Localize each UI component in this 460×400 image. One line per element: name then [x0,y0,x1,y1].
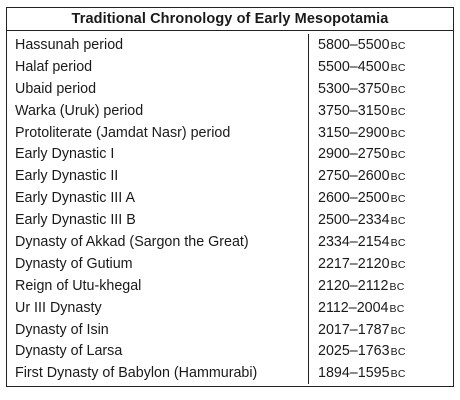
date-range [309,100,406,122]
era-suffix: BC [390,83,406,96]
period-name: Early Dynastic III B [7,209,309,231]
date-value: 2025–1763 [318,343,390,360]
period-name: Early Dynastic I [7,143,309,165]
era-suffix: BC [389,280,405,293]
date-range [309,340,406,362]
date-range [309,297,405,319]
table-row [7,319,453,341]
period-name: Dynasty of Larsa [7,340,309,362]
era-suffix: BC [389,302,405,315]
period-name: Reign of Utu-khegal [7,275,309,297]
period-name: Halaf period [7,56,309,78]
date-value: 2500–2334 [318,212,390,229]
table-row [7,143,453,165]
era-suffix: BC [390,215,406,228]
table-row [7,209,453,231]
table-row [7,297,453,319]
date-value: 2217–2120 [318,255,390,272]
period-name: Dynasty of Akkad (Sargon the Great) [7,231,309,253]
date-value: 3750–3150 [318,102,390,119]
table-row [7,231,453,253]
date-value: 2334–2154 [318,233,390,250]
date-value: 2750–2600 [318,168,390,185]
period-name: Ur III Dynasty [7,297,309,319]
era-suffix: BC [390,105,406,118]
table-row [7,253,453,275]
date-value: 1894–1595 [318,365,390,382]
period-name: Protoliterate (Jamdat Nasr) period [7,122,309,144]
table-body [7,31,453,386]
table-row [7,34,453,56]
era-suffix: BC [390,61,406,74]
date-range [309,56,406,78]
era-suffix: BC [390,149,406,162]
date-range [309,34,406,56]
date-value: 3150–2900 [318,124,390,141]
date-range [309,319,406,341]
era-suffix: BC [390,324,406,337]
date-range [309,209,406,231]
date-value: 5800–5500 [318,36,390,53]
table-row [7,165,453,187]
table-row [7,100,453,122]
date-range [309,362,406,384]
date-range [309,78,406,100]
date-range [309,231,406,253]
date-value: 2900–2750 [318,146,390,163]
table-row [7,122,453,144]
period-name: Warka (Uruk) period [7,100,309,122]
table-row [7,362,453,384]
date-range [309,122,406,144]
table-row [7,78,453,100]
period-name: Hassunah period [7,34,309,56]
date-value: 2600–2500 [318,190,390,207]
date-range [309,165,406,187]
date-range [309,187,406,209]
chronology-table [6,7,454,387]
table-row [7,56,453,78]
date-range [309,143,406,165]
era-suffix: BC [390,236,406,249]
period-name: Early Dynastic III A [7,187,309,209]
era-suffix: BC [390,346,406,359]
table-row [7,187,453,209]
period-name: Dynasty of Gutium [7,253,309,275]
date-value: 2112–2004 [318,299,389,316]
era-suffix: BC [390,258,406,271]
date-range [309,253,406,275]
date-value: 2120–2112 [318,277,389,294]
table-row [7,275,453,297]
table-row [7,340,453,362]
period-name: Dynasty of Isin [7,319,309,341]
date-value: 5300–3750 [318,80,390,97]
era-suffix: BC [390,193,406,206]
date-range [309,275,405,297]
period-name: Early Dynastic II [7,165,309,187]
era-suffix: BC [390,368,406,381]
table-title: Traditional Chronology of Early Mesopotamia [7,8,453,31]
era-suffix: BC [390,39,406,52]
date-value: 2017–1787 [318,321,390,338]
date-value: 5500–4500 [318,58,390,75]
era-suffix: BC [390,127,406,140]
period-name: First Dynasty of Babylon (Hammurabi) [7,362,309,384]
era-suffix: BC [390,171,406,184]
period-name: Ubaid period [7,78,309,100]
